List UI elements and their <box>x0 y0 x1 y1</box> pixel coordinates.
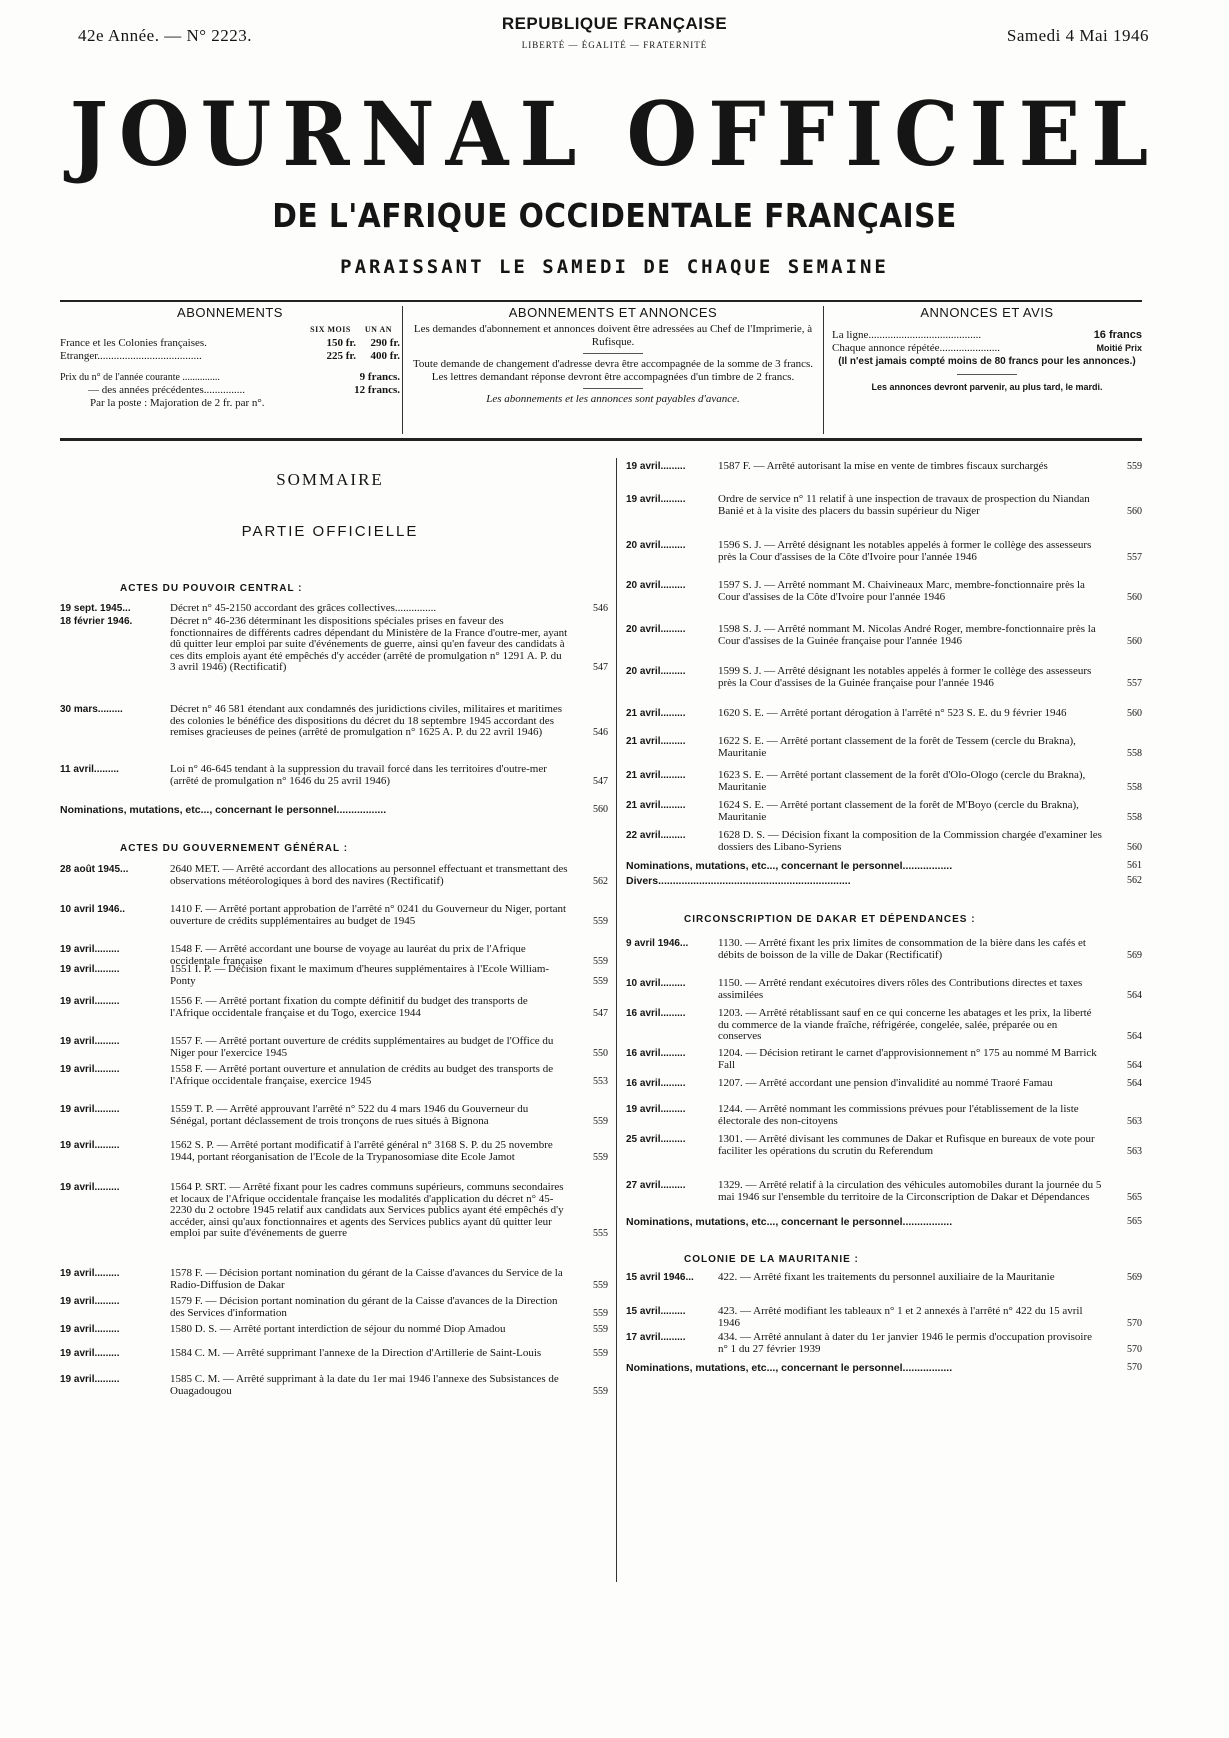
entry-date: 10 avril......... <box>626 978 686 989</box>
entry-text: 1580 D. S. — Arrêté portant interdiction de séjour du nommé Diop Amadou <box>170 1323 506 1335</box>
entry-date: 19 avril......... <box>60 1064 120 1075</box>
page-number: 559 <box>593 1385 608 1397</box>
entry-date: 16 avril......... <box>626 1048 686 1059</box>
sommaire-title: SOMMAIRE <box>276 470 384 489</box>
column-divider <box>616 458 617 1582</box>
entry-date: 30 mars......... <box>60 704 123 715</box>
price-value: 9 francs. <box>359 371 400 383</box>
page-number: 546 <box>593 727 608 739</box>
sommaire-entry <box>626 1332 1142 1355</box>
subscriptions-title: ABONNEMENTS <box>177 305 283 320</box>
entry-text: 422. — Arrêté fixant les traitements du personnel auxiliaire de la Mauritanie <box>718 1271 1055 1283</box>
entry-text: 1203. — Arrêté rétablissant sauf en ce qui concerne les abatages et les prix, la liberté du commerce de la viande fraîche, réfrigérée, congelée, salée, préparée ou en conserves <box>718 1007 1092 1043</box>
page-number: 559 <box>593 1307 608 1319</box>
back-issue-price <box>60 384 400 397</box>
entry-date: 19 avril......... <box>626 494 686 505</box>
entry-text: 1329. — Arrêté relatif à la circulation des véhicules automobiles durant la journée du 5 mai 1946 sur l'ensemble du territoire de la Circonscription de Dakar et Dépendances <box>718 1179 1102 1203</box>
divers-label: Divers.................................................................. <box>626 875 851 887</box>
sommaire-entry <box>60 864 608 887</box>
page-number: 563 <box>1127 1115 1142 1127</box>
section-dakar: CIRCONSCRIPTION DE DAKAR ET DÉPENDANCES : <box>684 914 976 925</box>
sommaire-entry <box>626 624 1142 647</box>
sommaire-entry <box>60 1268 608 1291</box>
sommaire-entry <box>60 996 608 1019</box>
subs-ads-title: ABONNEMENTS ET ANNONCES <box>508 305 718 320</box>
entry-text: 434. — Arrêté annulant à dater du 1er janvier 1946 le permis d'occupation provisoire n° 1 du 27 février 1939 <box>718 1331 1093 1355</box>
page-number: 559 <box>593 1324 608 1335</box>
page-number: 559 <box>593 1115 608 1127</box>
sommaire-entry <box>60 1324 608 1336</box>
sommaire-entry <box>626 1134 1142 1157</box>
sommaire-entry <box>626 1306 1142 1329</box>
entry-date: 15 avril......... <box>626 1306 686 1317</box>
page-number: 564 <box>1127 1031 1142 1043</box>
subs-ads-panel <box>402 306 824 434</box>
price-label: Etranger...................................... <box>60 350 202 362</box>
entry-text: 1410 F. — Arrêté portant approbation de l'arrêté n° 0241 du Gouverneur du Niger, portant ouverture de crédits supplémentaires au budget de 1945 <box>170 903 567 927</box>
entry-text: 1548 F. — Arrêté accordant une bourse de voyage au lauréat du prix de l'Afrique occidentale française <box>170 943 526 967</box>
sommaire-entry <box>626 938 1142 961</box>
entry-date: 20 avril......... <box>626 666 686 677</box>
page-number: 570 <box>1127 1317 1142 1329</box>
ads-deadline: Les annonces devront parvenir, au plus tard, le mardi. <box>871 382 1103 392</box>
sommaire-entry <box>626 494 1142 517</box>
entry-text: 1551 I. P. — Décision fixant le maximum d'heures supplémentaires à l'Ecole William-Ponty <box>170 963 550 987</box>
entry-date: 19 avril......... <box>60 1268 120 1279</box>
entry-date: 19 avril......... <box>60 964 120 975</box>
sommaire-entry <box>626 770 1142 793</box>
ads-repeat-rate <box>832 342 1142 355</box>
divers-line <box>626 875 1142 887</box>
page-number: 569 <box>1127 949 1142 961</box>
rate-label: La ligne......................................... <box>832 329 982 341</box>
sommaire-entry <box>60 1036 608 1059</box>
sommaire-entry <box>626 800 1142 823</box>
rate-label: Chaque annonce répétée...................... <box>832 342 1000 354</box>
page-number: 559 <box>593 1151 608 1163</box>
partie-title: PARTIE OFFICIELLE <box>241 523 419 540</box>
page-number: 569 <box>1127 1272 1142 1283</box>
page-number: 561 <box>1127 860 1142 871</box>
ads-line-rate <box>832 329 1142 342</box>
page-number: 559 <box>1127 461 1142 472</box>
price-row-france <box>60 337 400 350</box>
page-number: 550 <box>593 1047 608 1059</box>
entry-date: 21 avril......... <box>626 736 686 747</box>
page-number: 559 <box>593 1279 608 1291</box>
entry-date: 19 avril......... <box>60 1182 120 1193</box>
nominations-label: Nominations, mutations, etc..., concernant le personnel................. <box>626 1362 953 1374</box>
sommaire-entry <box>626 1180 1142 1203</box>
entry-date: 10 avril 1946.. <box>60 904 126 915</box>
entry-text: 1585 C. M. — Arrêté supprimant à la date du 1er mai 1946 l'annexe des Subsistances de Ouagadougou <box>170 1373 559 1397</box>
entry-text: Décret n° 46-236 déterminant les dispositions spéciales prises en faveur des fonctionnaires de différents cadres dépendant du Ministère de la France d'outre-mer, ayant dû quitter leur emploi par suite d'événements de guerre, ainsi qu'en faveur des candidats à ces dits emplois ayant été empêchés d'y accéder (arrêté de promulgation n° 1291 A. P. du 3 avril 1946) (Rectificatif) <box>170 615 568 674</box>
page-number: 555 <box>593 1228 608 1240</box>
entry-text: 1597 S. J. — Arrêté nommant M. Chaivineaux Marc, membre-fonctionnaire près la Cour d'assises de la Côte d'Ivoire pour l'année 1946 <box>718 579 1085 603</box>
entry-text: 1596 S. J. — Arrêté désignant les notables appelés à former le collège des assesseurs près la Cour d'assises de la Côte d'Ivoire pour l'année 1946 <box>718 539 1092 563</box>
entry-text: 2640 MET. — Arrêté accordant des allocations au personnel effectuant et transmettant des observations météorologiques à bord des navires (Rectificatif) <box>170 863 568 887</box>
ads-title: ANNONCES ET AVIS <box>920 305 1054 320</box>
entry-date: 19 avril......... <box>626 461 686 472</box>
page-number: 558 <box>1127 811 1142 823</box>
entry-text: 1620 S. E. — Arrêté portant dérogation à l'arrêté n° 523 S. E. du 9 février 1946 <box>718 707 1067 719</box>
entry-text: Décret n° 46 581 étendant aux condamnés des juridictions civiles, militaires et maritimes des colonies le bénéfice des dispositions du décret du 18 septembre 1945 accordant des remises gracieuses de peines (arrêté de promulgation n° 1625 A. P. du 22 avril 1946) <box>170 703 563 739</box>
entry-date: 15 avril 1946... <box>626 1272 694 1283</box>
sommaire-entry <box>626 708 1142 720</box>
entry-text: 1587 F. — Arrêté autorisant la mise en vente de timbres fiscaux surchargés <box>718 460 1048 472</box>
page-number: 565 <box>1127 1216 1142 1227</box>
nominations-label: Nominations, mutations, etc..., concernant le personnel................. <box>626 1216 953 1228</box>
entry-text: Ordre de service n° 11 relatif à une inspection de travaux de prospection du Niandan Banié et à la visite des placers du bassin supérieur du Niger <box>718 493 1090 517</box>
panel-bottom-rule <box>60 438 1142 441</box>
sommaire-entry <box>626 666 1142 689</box>
entry-text: 1559 T. P. — Arrêté approuvant l'arrêté n° 522 du 4 mars 1946 du Gouverneur du Sénégal, portant déclassement de trois tronçons de rues situés à Bignona <box>170 1103 529 1127</box>
section-mauritanie: COLONIE DE LA MAURITANIE : <box>684 1254 859 1265</box>
one-year-header: UN AN <box>364 325 392 334</box>
entry-text: Loi n° 46-645 tendant à la suppression du travail forcé dans les territoires d'outre-mer (arrêté de promulgation n° 1646 du 25 avril 1946) <box>170 763 547 787</box>
price-value: 225 fr. <box>326 350 356 362</box>
page-number: 564 <box>1127 1078 1142 1089</box>
page-number: 560 <box>1127 505 1142 517</box>
six-months-header: SIX MOIS <box>310 325 351 334</box>
nominations-label: Nominations, mutations, etc..., concernant le personnel................. <box>60 804 387 816</box>
sommaire-entry <box>626 540 1142 563</box>
page-number: 560 <box>593 804 608 815</box>
sommaire-entry <box>60 1104 608 1127</box>
sommaire-entry <box>626 1008 1142 1043</box>
entry-date: 17 avril......... <box>626 1332 686 1343</box>
entry-date: 9 avril 1946... <box>626 938 689 949</box>
nominations-line-right-2 <box>626 1216 1142 1228</box>
entry-text: 1564 P. SRT. — Arrêté fixant pour les cadres communs supérieurs, communs secondaires et locaux de l'Afrique occidentale française les modalités d'application du décret n° 45-2230 du 2 octobre 1945 relatif aux candidats aux Services publics ayant été empêchés d'y accéder, ainsi qu'aux fonctionnaires et agents des Services publics ayant dû quitter leur emploi par suite d'événements de guerre <box>170 1181 564 1240</box>
publication-frequency: PARAISSANT LE SAMEDI DE CHAQUE SEMAINE <box>340 256 889 278</box>
entry-date: 28 août 1945... <box>60 864 129 875</box>
entry-text: 1207. — Arrêté accordant une pension d'invalidité au nommé Traoré Famau <box>718 1077 1053 1089</box>
page-number: 558 <box>1127 747 1142 759</box>
page-number: 560 <box>1127 708 1142 719</box>
page-number: 559 <box>593 1348 608 1359</box>
entry-date: 16 avril......... <box>626 1008 686 1019</box>
ads-panel <box>826 306 1142 434</box>
price-value: 12 francs. <box>354 384 400 396</box>
sommaire-entry <box>626 580 1142 603</box>
entry-text: 1628 D. S. — Décision fixant la composition de la Commission chargée d'examiner les dossiers des Libano-Syriens <box>718 829 1102 853</box>
page-number: 547 <box>593 775 608 787</box>
entry-date: 11 avril......... <box>60 764 119 775</box>
masthead-subtitle: DE L'AFRIQUE OCCIDENTALE FRANÇAISE <box>272 196 957 235</box>
entry-text: 1599 S. J. — Arrêté désignant les notables appelés à former le collège des assesseurs près la Cour d'assises de la Guinée française pour l'année 1946 <box>718 665 1092 689</box>
entry-text: Décret n° 45-2150 accordant des grâces collectives............... <box>170 602 437 614</box>
header-rule <box>60 300 1142 302</box>
sommaire-entry <box>626 461 1142 473</box>
price-label: — des années précédentes............... <box>88 384 246 396</box>
page-number: 559 <box>593 915 608 927</box>
entry-text: 1130. — Arrêté fixant les prix limites de consommation de la bière dans les cafés et débits de boisson de la ville de Dakar (Rectificatif) <box>718 937 1086 961</box>
entry-text: 1623 S. E. — Arrêté portant classement de la forêt d'Olo-Ologo (cercle du Brakna), Mauritanie <box>718 769 1086 793</box>
entry-date: 19 avril......... <box>60 1296 120 1307</box>
section-pouvoir-central: ACTES DU POUVOIR CENTRAL : <box>120 583 303 594</box>
entry-date: 19 avril......... <box>60 996 120 1007</box>
entry-date: 21 avril......... <box>626 800 686 811</box>
sommaire-entry <box>60 764 608 787</box>
entry-date: 18 février 1946. <box>60 616 133 627</box>
entry-date: 19 sept. 1945... <box>60 603 131 614</box>
entry-date: 16 avril......... <box>626 1078 686 1089</box>
entry-date: 21 avril......... <box>626 770 686 781</box>
rate-value: Moitié Prix <box>1096 343 1142 353</box>
entry-date: 27 avril......... <box>626 1180 686 1191</box>
page-number: 557 <box>1127 677 1142 689</box>
page-number: 557 <box>1127 551 1142 563</box>
page-number: 564 <box>1127 1059 1142 1071</box>
page-number: 547 <box>593 662 608 674</box>
page-number: 562 <box>593 875 608 887</box>
subs-ads-change: Toute demande de changement d'adresse devra être accompagnée de la somme de 3 francs. Les lettres demandant réponse devront être accompagnées d'un timbre de 2 francs. <box>412 358 814 383</box>
page-number: 560 <box>1127 635 1142 647</box>
rate-value: 16 francs <box>1093 329 1142 341</box>
page-number: 547 <box>593 1007 608 1019</box>
entry-text: 1556 F. — Arrêté portant fixation du compte définitif du budget des transports de l'Afrique occidentale française et du Togo, exercice 1944 <box>170 995 528 1019</box>
sommaire-entry <box>626 830 1142 853</box>
entry-text: 1204. — Décision retirant le carnet d'approvisionnement n° 175 au nommé M Barrick Fall <box>718 1047 1097 1071</box>
page-number: 559 <box>593 975 608 987</box>
sommaire-entry <box>626 1104 1142 1127</box>
page-number: 546 <box>593 603 608 614</box>
entry-text: 423. — Arrêté modifiant les tableaux n° 1 et 2 annexés à l'arrêté n° 422 du 15 avril 1946 <box>718 1305 1083 1329</box>
page-number: 563 <box>1127 1145 1142 1157</box>
entry-text: 1244. — Arrêté nommant les commissions prévues pour l'établissement de la liste électorale des non-citoyens <box>718 1103 1079 1127</box>
issue-number: 42e Année. — N° 2223. <box>78 26 253 45</box>
single-issue-price <box>60 371 400 384</box>
masthead-title: JOURNAL OFFICIEL <box>69 82 1160 186</box>
section-gouvernement-general: ACTES DU GOUVERNEMENT GÉNÉRAL : <box>120 843 349 854</box>
entry-text: 1150. — Arrêté rendant exécutoires divers rôles des Contributions directes et taxes assimilées <box>718 977 1083 1001</box>
sommaire-entry <box>626 1272 1142 1284</box>
entry-date: 19 avril......... <box>60 1140 120 1151</box>
entry-date: 19 avril......... <box>60 1036 120 1047</box>
sommaire-entry <box>60 603 608 615</box>
sommaire-entry <box>626 1078 1142 1090</box>
sommaire-entry <box>626 736 1142 759</box>
sommaire-entry <box>626 1048 1142 1071</box>
price-label: France et les Colonies françaises. <box>60 337 207 349</box>
price-value: 150 fr. <box>326 337 356 349</box>
entry-date: 22 avril......... <box>626 830 686 841</box>
entry-text: 1579 F. — Décision portant nomination du gérant de la Caisse d'avances de la Direction des Services d'information <box>170 1295 558 1319</box>
nominations-line-right-3 <box>626 1362 1142 1374</box>
issue-date: Samedi 4 Mai 1946 <box>1006 26 1149 45</box>
entry-text: 1584 C. M. — Arrêté supprimant l'annexe de la Direction d'Artillerie de Saint-Louis <box>170 1347 542 1359</box>
subscriptions-panel <box>60 306 400 434</box>
sommaire-entry <box>60 1182 608 1240</box>
entry-date: 19 avril......... <box>626 1104 686 1115</box>
entry-date: 19 avril......... <box>60 944 120 955</box>
entry-text: 1558 F. — Arrêté portant ouverture et annulation de crédits au budget des transports de l'Afrique occidentale française, exercice 1945 <box>170 1063 554 1087</box>
ads-minimum: (Il n'est jamais compté moins de 80 francs pour les annonces.) <box>838 356 1136 367</box>
sommaire-entry <box>60 1296 608 1319</box>
sommaire-entry <box>60 1348 608 1360</box>
entry-date: 19 avril......... <box>60 1324 120 1335</box>
sommaire-entry <box>60 704 608 739</box>
page-number: 560 <box>1127 841 1142 853</box>
price-row-abroad <box>60 350 400 363</box>
page-number: 570 <box>1127 1343 1142 1355</box>
page-number: 565 <box>1127 1191 1142 1203</box>
entry-text: 1562 S. P. — Arrêté portant modificatif à l'arrêté général n° 3168 S. P. du 25 novembre 1944, portant réorganisation de l'Ecole de la Trypanosomiase dite Ecole Jamot <box>170 1139 553 1163</box>
republic-heading: REPUBLIQUE FRANÇAISE <box>501 14 728 33</box>
price-value: 400 fr. <box>370 350 400 362</box>
sommaire-entry <box>626 978 1142 1001</box>
page-number: 570 <box>1127 1362 1142 1373</box>
page-number: 553 <box>593 1075 608 1087</box>
entry-date: 19 avril......... <box>60 1374 120 1385</box>
sommaire-entry <box>60 964 608 987</box>
entry-date: 20 avril......... <box>626 580 686 591</box>
page-number: 564 <box>1127 989 1142 1001</box>
nominations-label: Nominations, mutations, etc..., concernant le personnel................. <box>626 860 953 872</box>
entry-date: 19 avril......... <box>60 1348 120 1359</box>
entry-date: 19 avril......... <box>60 1104 120 1115</box>
entry-text: 1578 F. — Décision portant nomination du gérant de la Caisse d'avances du Service de la Radio-Diffusion de Dakar <box>170 1267 563 1291</box>
entry-date: 20 avril......... <box>626 624 686 635</box>
nominations-line-left <box>60 804 608 816</box>
postal-surcharge: Par la poste : Majoration de 2 fr. par n°. <box>90 397 265 409</box>
sommaire-entry <box>60 616 608 674</box>
page-number: 560 <box>1127 591 1142 603</box>
sommaire-entry <box>60 1064 608 1087</box>
entry-text: 1301. — Arrêté divisant les communes de Dakar et Rufisque en bureaux de vote pour faciliter les opérations du scrutin du Referendum <box>718 1133 1095 1157</box>
price-label: Prix du n° de l'année courante ............... <box>60 372 220 383</box>
nominations-line-right-1 <box>626 860 1142 872</box>
entry-text: 1624 S. E. — Arrêté portant classement de la forêt de M'Boyo (cercle du Brakna), Mauritanie <box>718 799 1079 823</box>
sommaire-entry <box>60 1374 608 1397</box>
sommaire-entry <box>60 904 608 927</box>
entry-text: 1557 F. — Arrêté portant ouverture de crédits supplémentaires au budget de l'Office du Niger pour l'exercice 1945 <box>170 1035 554 1059</box>
entry-text: 1598 S. J. — Arrêté nommant M. Nicolas André Roger, membre-fonctionnaire près la Cour d'assises de la Guinée française pour l'année 1946 <box>718 623 1096 647</box>
entry-date: 21 avril......... <box>626 708 686 719</box>
entry-date: 20 avril......... <box>626 540 686 551</box>
republic-motto: LIBERTÉ — ÉGALITÉ — FRATERNITÉ <box>521 40 708 50</box>
page-number: 562 <box>1127 875 1142 886</box>
entry-text: 1622 S. E. — Arrêté portant classement de la forêt de Tessem (cercle du Brakna), Mauritanie <box>718 735 1076 759</box>
subs-ads-address: Les demandes d'abonnement et annonces doivent être adressées au Chef de l'Imprimerie, à Rufisque. <box>413 323 813 348</box>
price-value: 290 fr. <box>370 337 400 349</box>
subs-ads-payment: Les abonnements et les annonces sont payables d'avance. <box>486 393 740 405</box>
page-number: 559 <box>593 955 608 967</box>
entry-date: 25 avril......... <box>626 1134 686 1145</box>
page-number: 558 <box>1127 781 1142 793</box>
sommaire-entry <box>60 1140 608 1163</box>
